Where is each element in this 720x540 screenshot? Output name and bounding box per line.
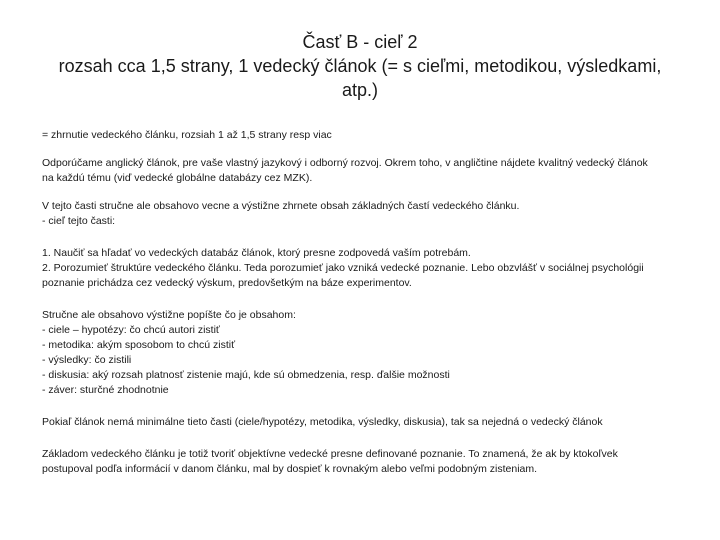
paragraph-required-parts: [42, 415, 692, 430]
slide-body: [42, 128, 692, 477]
list-item: - záver: sturčné zhodnotnie: [42, 384, 169, 396]
text-line: Pokiaľ článok nemá minimálne tieto časti (ciele/hypotézy, metodika, výsledky, diskusia), tak sa nejedná o vedecký článok: [42, 416, 603, 428]
paragraph-scientific-basis: [42, 447, 692, 477]
list-item: - ciele – hypotézy: čo chcú autori zistiť: [42, 324, 220, 336]
text-line: na každú tému (viď vedecké globálne databázy cez MZK).: [42, 172, 313, 184]
paragraph-english-recommendation: [42, 156, 692, 186]
paragraph-section-purpose: [42, 199, 692, 229]
list-item: 2. Porozumieť štruktúre vedeckého článku. Teda porozumieť jako vzniká vedecké poznanie. Lebo obzvlášť v sociálnej psychológii: [42, 262, 644, 274]
title-line: Časť B - cieľ 2: [302, 32, 418, 52]
paragraph-content-outline: [42, 308, 692, 398]
list-item: - metodika: akým sposobom to chcú zistiť: [42, 339, 236, 351]
text-line: Odporúčame anglický článok, pre vaše vlastný jazykový i odborný rozvoj. Okrem toho, v angličtine nájdete kvalitný vedecký článok: [42, 157, 648, 169]
text-line: Základom vedeckého článku je totiž tvoriť objektívne vedecké presne definované poznanie. To znamená, že ak by ktokoľvek: [42, 448, 618, 460]
list-item: - diskusia: aký rozsah platnosť zistenie majú, kde sú obmedzenia, resp. ďalšie možnosti: [42, 369, 450, 381]
list-item: 1. Naučiť sa hľadať vo vedeckých databáz článok, ktorý presne zodpovedá vaším potrebám.: [42, 247, 471, 259]
list-item: poznanie prichádza cez vedecký výskum, predovšetkým na báze experimentov.: [42, 277, 412, 289]
text-line: postupoval podľa informácií v danom článku, mal by dospieť k rovnakým alebo veľmi podobným zisteniam.: [42, 463, 538, 475]
text-line: V tejto časti stručne ale obsahovo vecne a výstižne zhrnete obsah základných častí vedeckého článku.: [42, 200, 520, 212]
list-item: - výsledky: čo zistili: [42, 354, 132, 366]
paragraph-goals-list: [42, 246, 692, 291]
text-line: = zhrnutie vedeckého článku, rozsiah 1 až 1,5 strany resp viac: [42, 129, 332, 141]
paragraph-summary-definition: [42, 128, 692, 143]
title-line: rozsah cca 1,5 strany, 1 vedecký článok (= s cieľmi, metodikou, výsledkami,: [58, 56, 662, 76]
text-line: Stručne ale obsahovo výstižne popíšte čo je obsahom:: [42, 309, 296, 321]
slide-title: [40, 30, 680, 102]
title-line: atp.): [341, 80, 379, 100]
text-line: - cieľ tejto časti:: [42, 215, 116, 227]
